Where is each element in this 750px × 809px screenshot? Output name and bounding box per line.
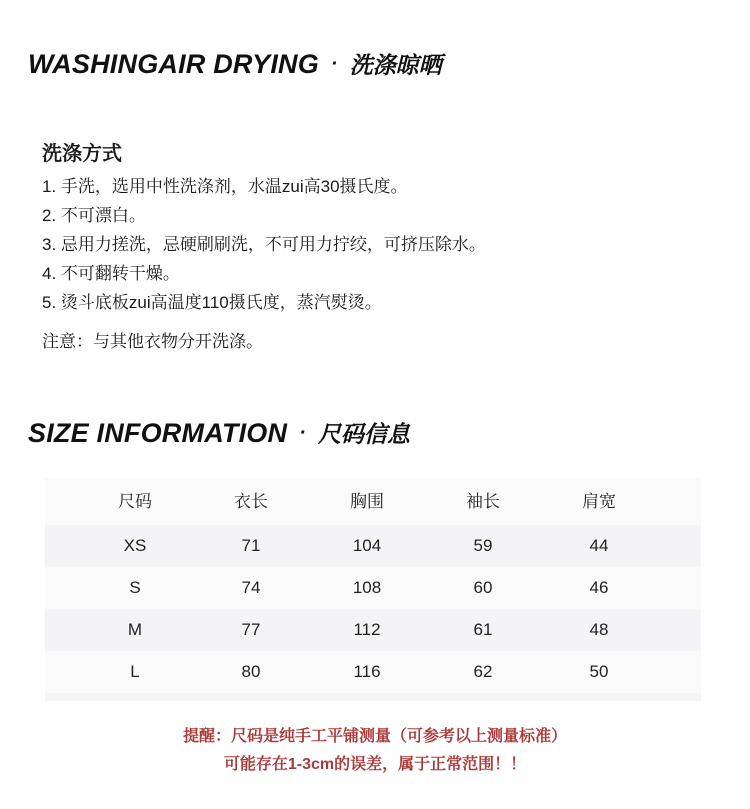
cell-length: 74 xyxy=(241,578,261,597)
wash-note: 注意：与其他衣物分开洗涤。 xyxy=(42,332,263,351)
table-row-s xyxy=(45,567,701,609)
header-cell-length: 衣长 xyxy=(234,492,268,511)
wash-method-heading: 洗涤方式 xyxy=(42,143,122,165)
cell-sleeve: 60 xyxy=(473,578,493,597)
cell-bust: 112 xyxy=(353,620,381,639)
size-table xyxy=(45,478,701,701)
cell-length: 71 xyxy=(241,536,261,555)
table-bottom-strip xyxy=(45,693,701,701)
cell-bust: 108 xyxy=(352,578,382,597)
header-cell-sleeve: 袖长 xyxy=(466,492,500,511)
size-table-header-row xyxy=(45,478,701,525)
wash-step-5: 5. 烫斗底板zui高温度110摄氏度，蒸汽熨烫。 xyxy=(42,293,382,312)
title-separator-dot: · xyxy=(330,53,338,75)
wash-section-title xyxy=(28,44,442,81)
title-separator-dot: · xyxy=(299,422,306,444)
cell-size: L xyxy=(130,662,140,681)
header-cell-size: 尺码 xyxy=(118,492,152,511)
wash-title-english: WASHINGAIR DRYING xyxy=(28,49,319,79)
wash-step-1: 1. 手洗，选用中性洗涤剂，水温zui高30摄氏度。 xyxy=(42,177,408,196)
table-row-xs xyxy=(45,525,701,567)
cell-shoulder: 50 xyxy=(589,662,609,681)
cell-shoulder: 44 xyxy=(589,536,609,555)
size-notice-line1: 提醒：尺码是纯手工平铺测量（可参考以上测量标准） xyxy=(182,728,567,745)
table-row-l xyxy=(45,651,701,693)
cell-bust: 116 xyxy=(353,662,381,681)
cell-size: M xyxy=(127,620,143,639)
size-notice xyxy=(0,728,750,773)
cell-size: S xyxy=(129,578,141,597)
wash-step-2: 2. 不可漂白。 xyxy=(42,206,146,225)
size-notice-line2: 可能存在1-3cm的误差，属于正常范围！！ xyxy=(223,756,527,773)
wash-instructions-block xyxy=(42,143,486,351)
wash-step-3: 3. 忌用力搓洗，忌硬刷刷洗，不可用力拧绞，可挤压除水。 xyxy=(42,235,486,254)
cell-length: 80 xyxy=(241,662,261,681)
table-row-m xyxy=(45,609,701,651)
cell-shoulder: 48 xyxy=(589,620,609,639)
cell-shoulder: 46 xyxy=(589,578,609,597)
header-cell-shoulder: 肩宽 xyxy=(582,492,616,511)
wash-title-chinese: 洗涤晾晒 xyxy=(349,52,442,78)
cell-sleeve: 59 xyxy=(473,536,493,555)
cell-size: XS xyxy=(123,536,147,555)
wash-step-4: 4. 不可翻转干燥。 xyxy=(42,264,180,283)
size-title-chinese: 尺码信息 xyxy=(317,421,410,447)
header-cell-bust: 胸围 xyxy=(350,492,384,511)
size-title-english: SIZE INFORMATION xyxy=(28,418,288,448)
cell-sleeve: 62 xyxy=(473,662,493,681)
cell-length: 77 xyxy=(241,620,261,639)
cell-sleeve: 61 xyxy=(473,620,493,639)
size-section-title xyxy=(28,413,410,450)
cell-bust: 104 xyxy=(352,536,382,555)
